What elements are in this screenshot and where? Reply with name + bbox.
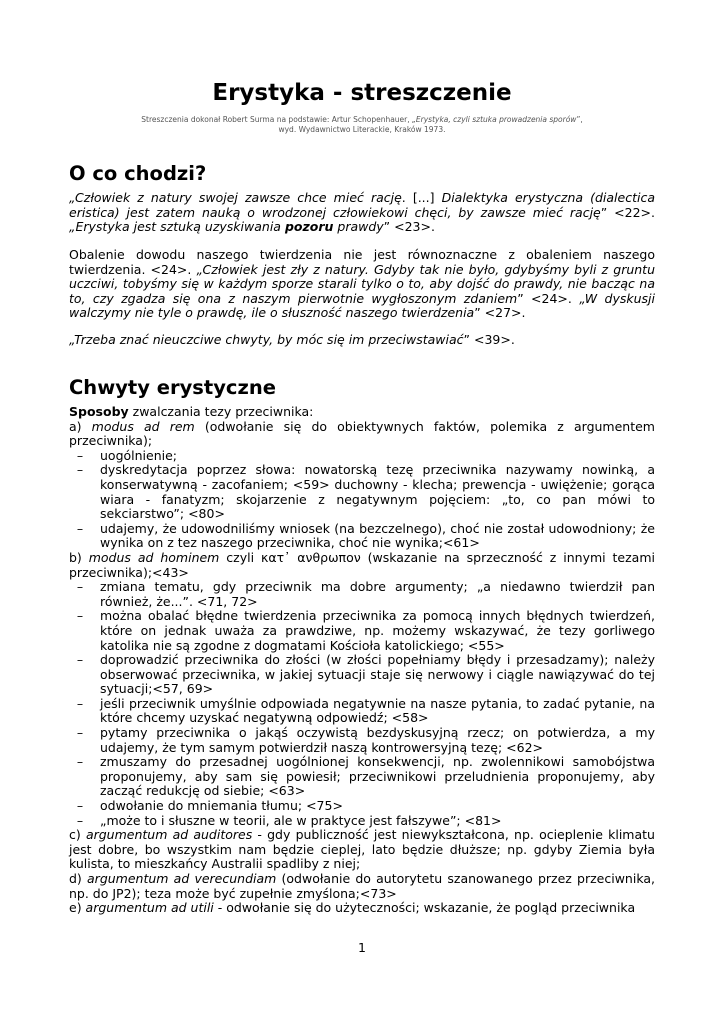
section-heading-techniques: Chwyty erystyczne (69, 376, 276, 399)
techniques-intro: Sposoby zwalczania tezy przeciwnika: (69, 404, 314, 419)
method-a-list (69, 449, 655, 551)
section-heading-what: O co chodzi? (69, 162, 207, 185)
method-c: c) argumentum ad auditores - gdy publiczność jest niewykształcona, np. ocieplenie klimatu jest dobre, bo wszystkim nam będzie cieplej, lato będzie dłuższe; np. gdyby Ziemia była kulista, to mieszkańcy Australii spadliby z niej; (69, 827, 655, 872)
method-b-list (69, 580, 655, 828)
paragraph-quote-3: „Trzeba znać nieuczciwe chwyty, by móc się im przeciwstawiać” <39>. (69, 332, 515, 347)
method-a: a) modus ad rem (odwołanie się do obiektywnych faktów, polemika z argumentem przeciwnika); (69, 418, 655, 449)
method-d: d) argumentum ad verecundiam (odwołanie do autorytetu szanowanego przez przeciwnika, np. do JP2); teza może być zupełnie zmyślona;<73> (69, 871, 655, 901)
list-item: – „może to i słuszne w teorii, ale w praktyce jest fałszywe”; <81> (100, 814, 655, 829)
paragraph-quote-2: Obalenie dowodu naszego twierdzenia nie jest równoznaczne z obaleniem naszego twierdzenia. <24>. „Człowiek jest zły z natury. Gdyby tak nie było, gdybyśmy byli z gruntu uczciwi, tobyśmy się w każdym sporze starali tylko o to, aby dojść do prawdy, nie bacząc na to, czy zgadza się ona z naszym pierwotnie wygłoszonym zdaniem” <24>. „W dyskusji walczymy nie tyle o prawdę, ile o słuszność naszego twierdzenia” <27>. (69, 247, 655, 321)
list-item: – udajemy, że udowodniliśmy wniosek (na bezczelnego), choć nie został udowodniony; że wynika on z tez naszego przeciwnika, choć nie wynika;<61> (100, 522, 655, 551)
list-item: – uogólnienie; (100, 449, 655, 464)
list-item: – jeśli przeciwnik umyślnie odpowiada negatywnie na nasze pytania, to zadać pytanie, na które chcemy uzyskać negatywną odpowiedź; <58> (100, 697, 655, 726)
list-item: – zmuszamy do przesadnej uogólnionej konsekwencji, np. zwolennikowi samobójstwa proponujemy, aby sam się powiesił; przeciwnikowi przeludnienia proponujemy, aby zacząć redukcję od siebie; <63> (100, 755, 655, 799)
list-item: – zmiana tematu, gdy przeciwnik ma dobre argumenty; „a niedawno twierdził pan również, że...”. <71, 72> (100, 580, 655, 609)
paragraph-quote-1: „Człowiek z natury swojej zawsze chce mieć rację. [...] Dialektyka erystyczna (dialectica eristica) jest zatem nauką o wrodzonej człowiekowi chęci, by zawsze mieć rację” <22>. „Erystyka jest sztuką uzyskiwania pozoru prawdy” <23>. (69, 190, 656, 235)
list-item: – doprowadzić przeciwnika do złości (w złości popełniamy błędy i przesadzamy); należy obserwować przeciwnika, w jakiej sytuacji staje się nerwowy i ciągle nawiązywać do tej sytuacji;<57, 69> (100, 653, 655, 697)
list-item: – odwołanie do mniemania tłumu; <75> (100, 799, 655, 814)
list-item: – można obalać błędne twierdzenia przeciwnika za pomocą innych błędnych twierdzeń, które on jednak uważa za prawdziwe, np. możemy wskazywać, że tezy gorliwego katolika nie są zgodne z dogmatami Kościoła katolickiego; <55> (100, 609, 655, 653)
page-number: 1 (358, 940, 366, 955)
list-item: – pytamy przeciwnika o jakąś oczywistą bezdyskusyjną rzecz; on potwierdza, a my udajemy, że tym samym potwierdził naszą kontrowersyjną tezę; <62> (100, 726, 655, 755)
list-item: – dyskredytacja poprzez słowa: nowatorską tezę przeciwnika nazywamy nowinką, a konserwatywną - zacofaniem; <59> duchowny - klecha; prewencja - uwiężenie; gorąca wiara - fanatyzm; skojarzenie z negatywnym pojęciem: „to, co pan mówi to sekciarstwo”; <80> (100, 463, 655, 521)
source-credit: Streszczenia dokonał Robert Surma na podstawie: Artur Schopenhauer, „Erystyka, czyli sztuka prowadzenia sporów”, wyd. Wydawnictwo Literackie, Kraków 1973. (141, 115, 583, 134)
techniques-section (69, 405, 655, 916)
method-b: b) modus ad hominem czyli κατ᾽ ανθρωπον (wskazanie na sprzeczność z innymi tezami przeciwnika);<43> (69, 549, 655, 580)
method-e: e) argumentum ad utili - odwołanie się do użyteczności; wskazanie, że pogląd przeciwnika (69, 900, 636, 916)
document-title: Erystyka - streszczenie (212, 80, 512, 106)
